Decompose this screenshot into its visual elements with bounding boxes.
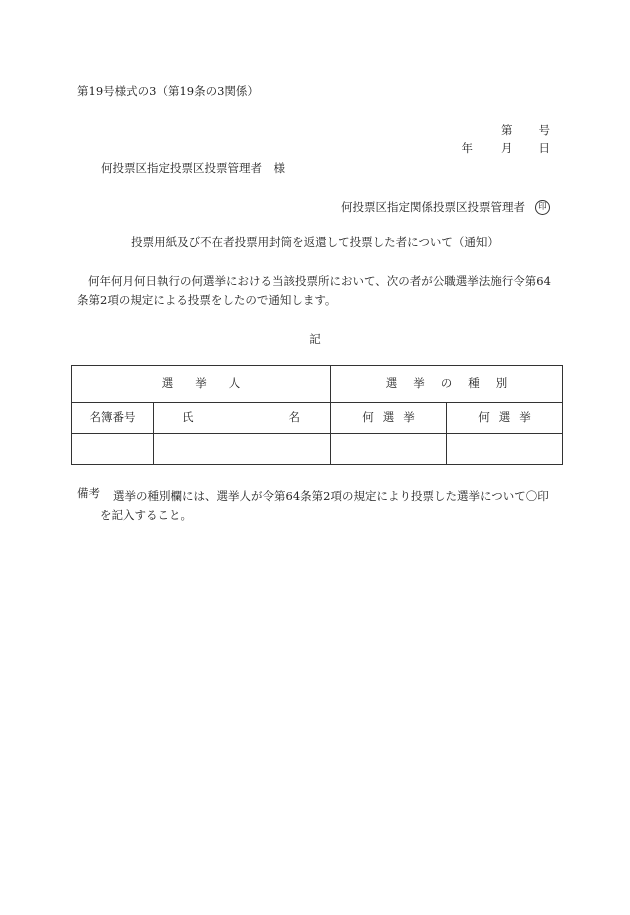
- date-month: 月: [501, 141, 513, 155]
- table-row: [72, 434, 563, 465]
- register-number-header: 名簿番号: [72, 403, 154, 434]
- document-date: [462, 142, 551, 156]
- register-number-cell[interactable]: [72, 434, 154, 465]
- remarks-text-line2: を記入すること。: [100, 508, 192, 522]
- election-2-cell[interactable]: [447, 434, 563, 465]
- remarks-text: [100, 487, 553, 525]
- document-number-suffix: 号: [538, 123, 550, 137]
- name-cell[interactable]: [154, 434, 331, 465]
- document-title: 投票用紙及び不在者投票用封筒を返還して投票した者について（通知）: [131, 235, 499, 249]
- form-number: 第19号様式の3（第19条の3関係）: [77, 84, 259, 98]
- date-year: 年: [461, 141, 473, 155]
- ki-heading: 記: [309, 332, 321, 346]
- voter-group-header: 選挙人: [72, 366, 331, 403]
- document-number-prefix: 第: [501, 123, 513, 137]
- remarks-text-line1: 選挙の種別欄には、選挙人が令第64条第2項の規定により投票した選挙について〇印: [113, 489, 549, 503]
- table-column-header-row: [72, 403, 563, 434]
- table-group-header-row: [72, 366, 563, 403]
- addressee: 何投票区指定投票区投票管理者 様: [101, 161, 285, 175]
- voter-record-table: [71, 365, 563, 465]
- seal-mark: 印: [535, 200, 550, 215]
- document-number: [501, 124, 550, 138]
- name-header-first: 氏: [182, 410, 194, 425]
- name-header: [154, 403, 331, 434]
- body-text: 何年何月何日執行の何選挙における当該投票所において、次の者が公職選挙法施行令第64条第2項の規定による投票をしたので通知します。: [77, 274, 551, 307]
- remarks-label: 備考: [77, 486, 100, 500]
- election-1-cell[interactable]: [331, 434, 447, 465]
- election-type-group-header: 選挙の種別: [331, 366, 563, 403]
- sender: [341, 200, 550, 215]
- date-day: 日: [538, 141, 550, 155]
- election-1-header: 何選挙: [331, 403, 447, 434]
- election-2-header: 何選挙: [447, 403, 563, 434]
- name-header-last: 名: [288, 410, 300, 425]
- sender-name: 何投票区指定関係投票区投票管理者: [341, 199, 525, 214]
